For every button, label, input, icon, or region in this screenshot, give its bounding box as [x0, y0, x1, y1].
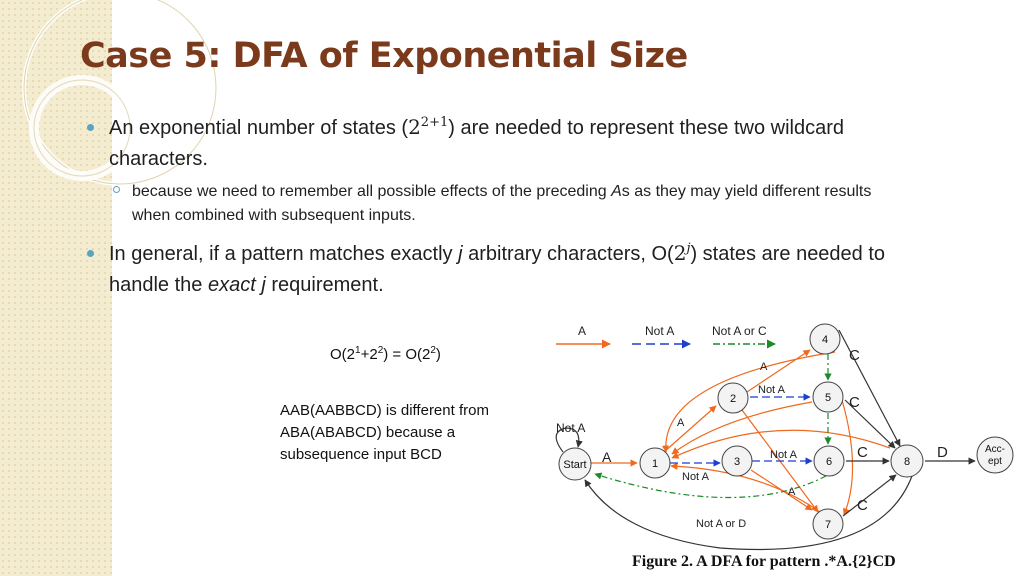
bullet-2: [87, 238, 917, 301]
sub-bullet-text: because we need to remember all possible effects of the preceding: [132, 183, 612, 200]
label-a-start: A: [602, 449, 612, 465]
bullet-1-math: $2^{2+1}$: [408, 115, 449, 139]
svg-text:1: 1: [651, 458, 659, 470]
label-not-a-1-3: Not A: [682, 471, 709, 483]
formula-label: $O(2^1+2^2) = O(2^2)$: [330, 345, 441, 363]
svg-text:Start: Start: [563, 459, 587, 471]
bullet-1-text-end: ) are needed to represent these two wildcard characters.: [109, 117, 845, 170]
label-d-8: D: [937, 444, 948, 461]
label-a-3-7: A: [788, 486, 796, 498]
bullet-2-text-post: ) states are needed to handle the: [109, 243, 886, 296]
label-a-2-4: A: [760, 361, 768, 373]
label-c-7: C: [857, 497, 868, 514]
label-a-1-2: A: [677, 417, 685, 429]
dfa-diagram: [548, 312, 1024, 576]
legend-a-label: A: [578, 324, 587, 338]
bullet-2-text-end: requirement.: [265, 274, 384, 296]
bullet-dot-icon: [87, 124, 94, 131]
svg-text:Acc-: Acc-: [985, 444, 1005, 455]
state-accept: [977, 437, 1013, 473]
legend-not-a-label: Not A: [645, 324, 675, 338]
sub-bullet-text-end: s as they may yield different results when combined with subsequent inputs.: [132, 183, 872, 224]
sub-bullet-ring-icon: [113, 186, 120, 193]
bullet-1: [87, 112, 917, 175]
svg-text:2: 2: [729, 393, 737, 405]
label-not-a-2-5: Not A: [758, 384, 785, 396]
svg-text:ept: ept: [988, 456, 1002, 467]
label-c-6: C: [857, 444, 868, 461]
bullet-2-italic-exact: exact j: [207, 274, 266, 296]
svg-text:8: 8: [903, 456, 911, 468]
example-note: AAB(AABBCD) is different from ABA(ABABCD) because a subsequence input BCD: [280, 402, 489, 463]
svg-text:3: 3: [733, 456, 741, 468]
label-c-5: C: [849, 394, 860, 411]
label-c-4: C: [849, 347, 860, 364]
figure-caption: Figure 2. A DFA for pattern .*A.{2}CD: [632, 553, 896, 570]
bullet-2-text: In general, if a pattern matches exactly: [109, 243, 459, 265]
svg-text:6: 6: [825, 456, 833, 468]
bullet-2-text-mid: arbitrary characters, O(: [462, 243, 674, 265]
label-not-a-3-6: Not A: [770, 449, 797, 461]
label-not-a-or-d: Not A or D: [696, 518, 747, 530]
svg-text:7: 7: [824, 519, 832, 531]
svg-text:4: 4: [821, 334, 829, 346]
sub-bullet-1: [113, 180, 903, 228]
bullet-dot-icon: [87, 250, 94, 257]
bullet-1-text: An exponential number of states (: [109, 117, 409, 139]
legend-not-a-or-c-label: Not A or C: [712, 324, 767, 338]
bullet-2-math: 2$^j$: [673, 241, 691, 265]
sub-bullet-italic: A: [611, 183, 622, 200]
slide-title: Case 5: DFA of Exponential Size: [80, 36, 688, 76]
svg-text:5: 5: [824, 392, 832, 404]
bullet-2-italic-j: j: [458, 243, 463, 265]
label-not-a-start: Not A: [556, 421, 586, 435]
